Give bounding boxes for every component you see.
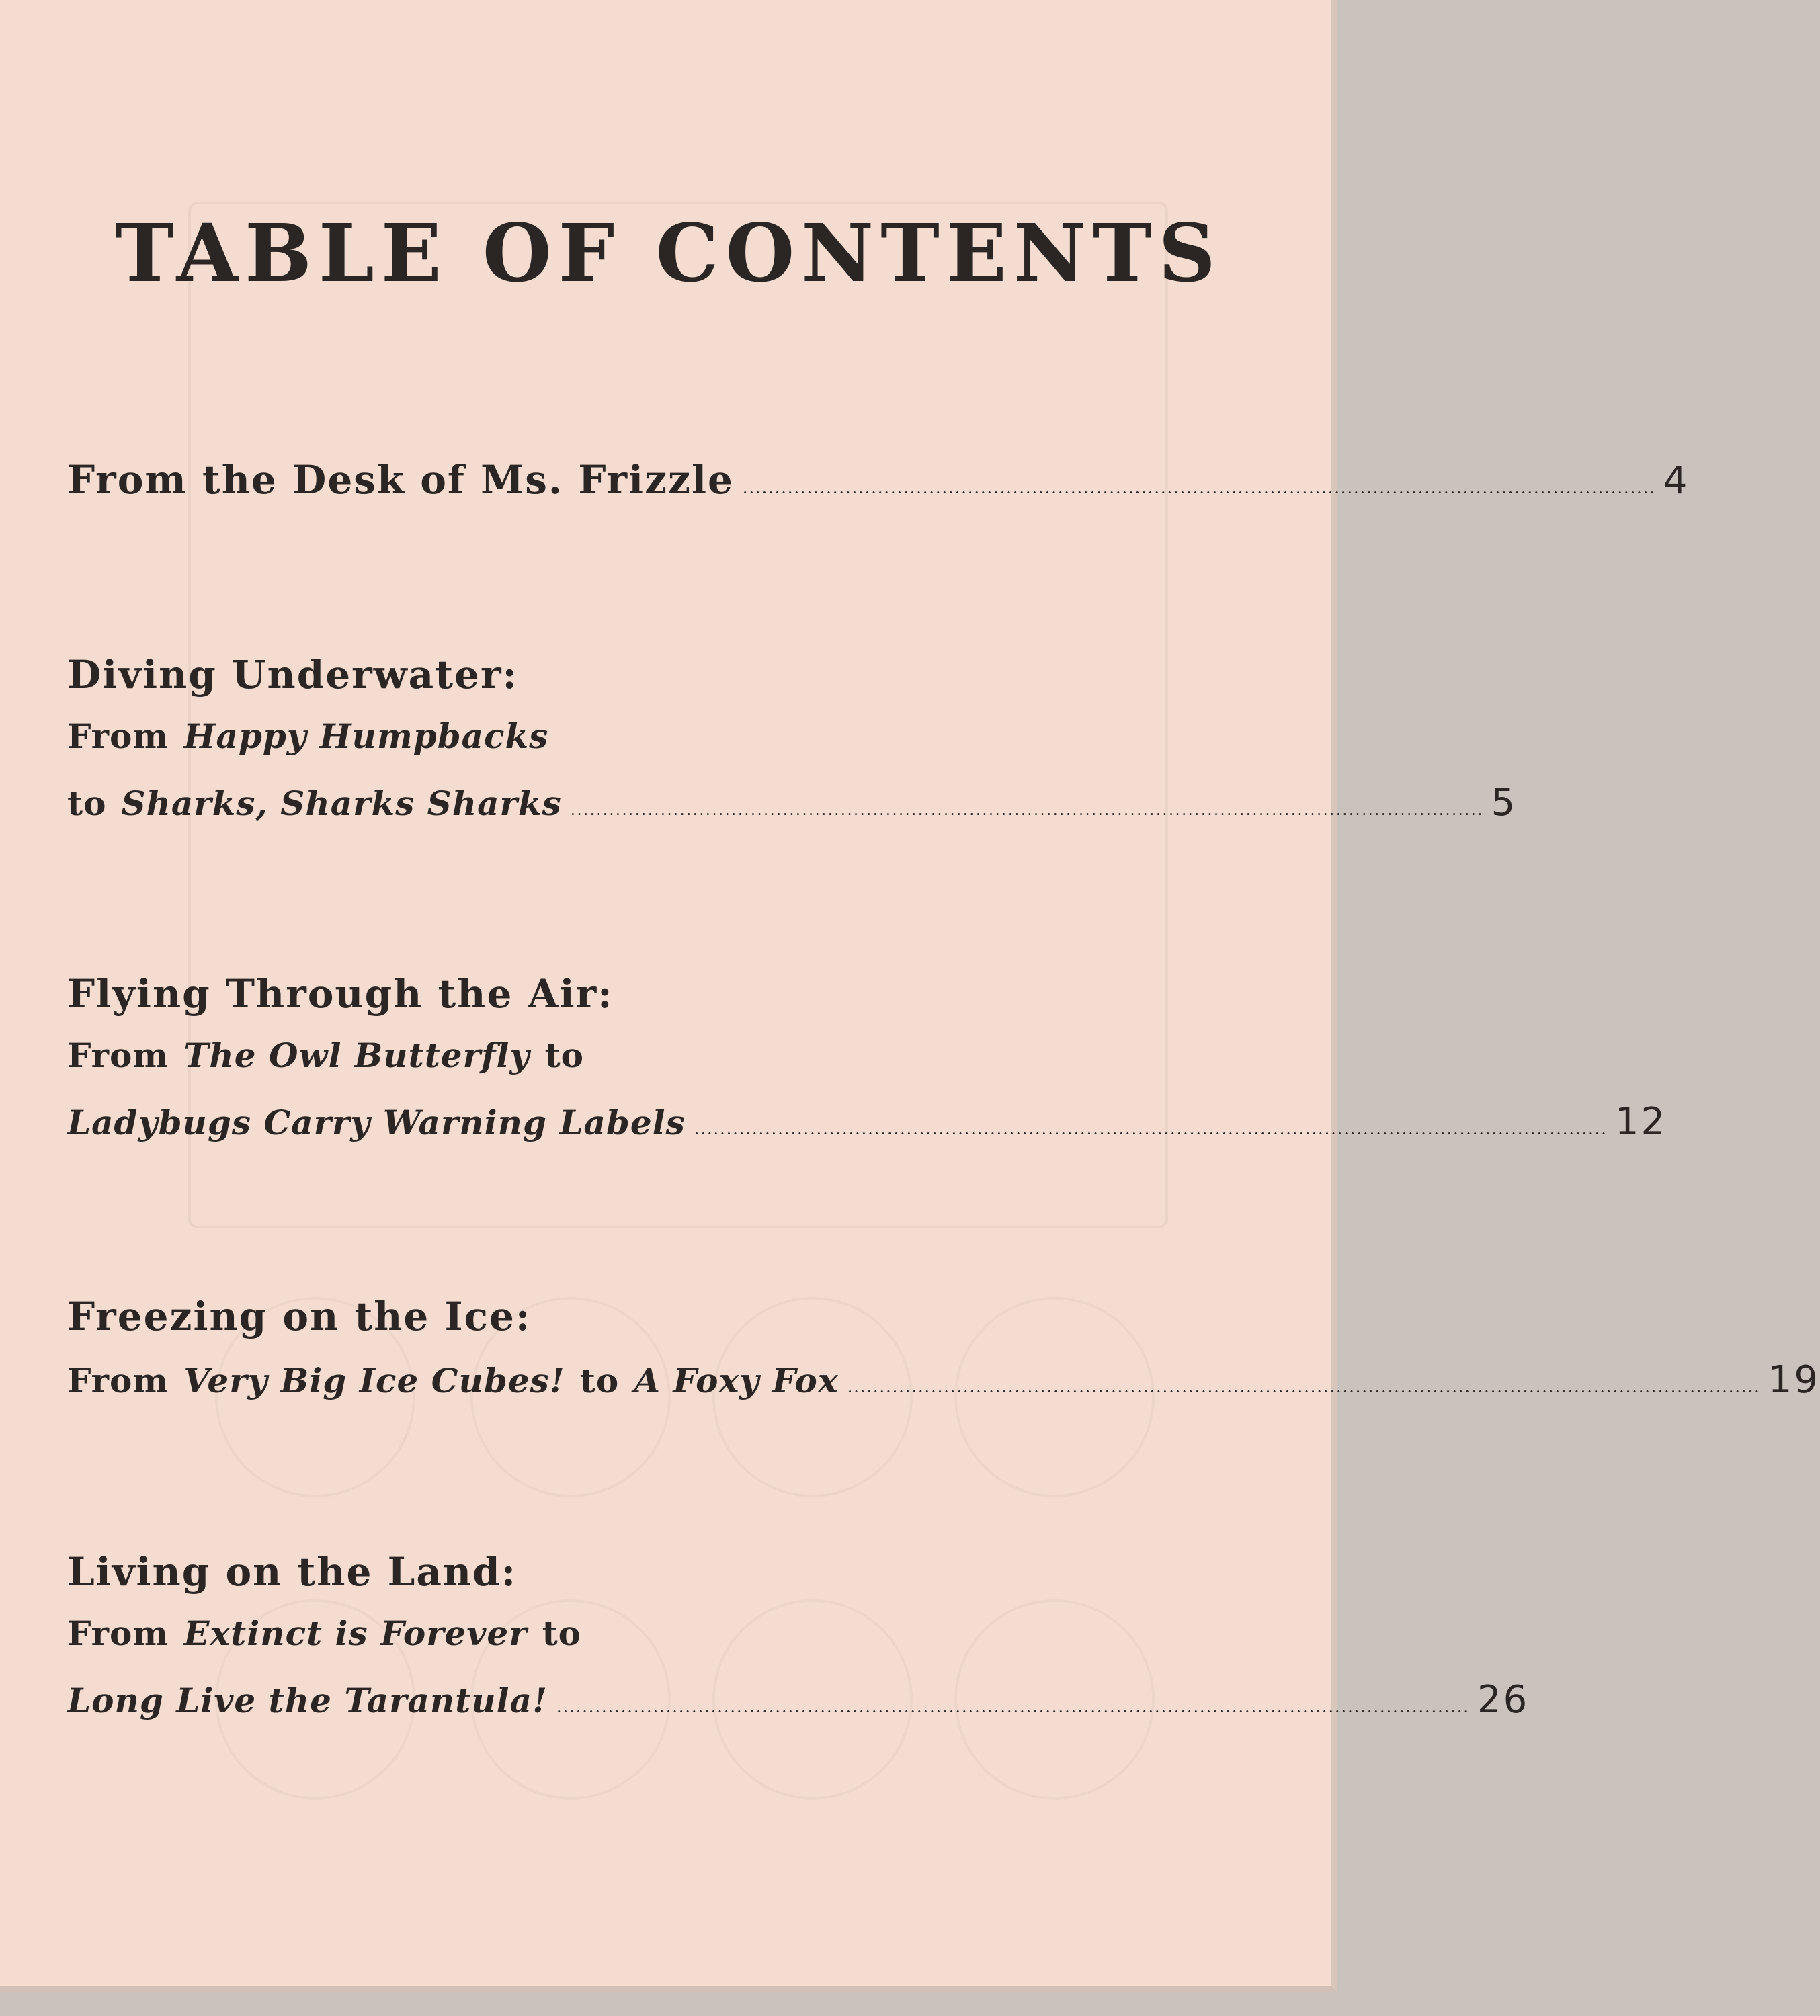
- to-word: to: [544, 1036, 584, 1075]
- toc-line: [67, 652, 1247, 716]
- toc-entry: [67, 652, 1518, 845]
- to-word: to: [542, 1613, 582, 1653]
- toc-line: [67, 1358, 1820, 1423]
- toc-line: [67, 1294, 1247, 1358]
- from-word: From: [67, 716, 169, 756]
- page-number: 5: [1491, 781, 1518, 825]
- toc-line: [67, 1678, 1530, 1742]
- toc-line: [67, 1036, 1247, 1100]
- chapter-title-start: Extinct is Forever: [183, 1613, 528, 1653]
- toc-line: [67, 1100, 1667, 1165]
- section-heading: From the Desk of Ms. Frizzle: [67, 457, 734, 503]
- chapter-title-end: A Foxy Fox: [634, 1361, 839, 1400]
- toc-line: [67, 457, 1690, 521]
- dot-leader: ..............................................................................................................................................: [571, 805, 1485, 818]
- from-word: From: [67, 1613, 169, 1653]
- subtitle-text: [67, 1613, 581, 1653]
- dot-leader: ..............................................................................................................................................: [743, 483, 1657, 496]
- toc-line: [67, 781, 1518, 845]
- page-number: 19: [1768, 1358, 1820, 1402]
- toc-entry: [67, 1549, 1530, 1742]
- to-word: to: [579, 1361, 620, 1400]
- chapter-title-end: Ladybugs Carry Warning Labels: [67, 1103, 686, 1142]
- chapter-title-end: Long Live the Tarantula!: [67, 1681, 548, 1720]
- subtitle-text: [67, 1681, 548, 1720]
- toc-line: [67, 971, 1247, 1036]
- section-heading: Diving Underwater:: [67, 652, 518, 698]
- toc-entry: [67, 457, 1690, 521]
- toc-line: [67, 716, 1247, 781]
- from-word: From: [67, 1036, 169, 1075]
- chapter-title-start: Happy Humpbacks: [183, 716, 549, 756]
- toc-entry: [67, 971, 1667, 1165]
- page-number: 26: [1477, 1678, 1530, 1722]
- to-word: to: [67, 784, 107, 823]
- page-number: 12: [1614, 1100, 1667, 1144]
- page-number: 4: [1663, 459, 1690, 503]
- chapter-title-start: The Owl Butterfly: [183, 1036, 530, 1075]
- subtitle-text: [67, 1361, 839, 1400]
- subtitle-text: [67, 784, 562, 823]
- toc-entry: [67, 1294, 1820, 1423]
- chapter-title-end: Sharks, Sharks Sharks: [121, 784, 562, 823]
- toc-line: [67, 1613, 1247, 1678]
- dot-leader: ..............................................................................................................................................: [557, 1702, 1471, 1715]
- section-heading: Flying Through the Air:: [67, 971, 614, 1017]
- chapter-title-start: Very Big Ice Cubes!: [183, 1361, 565, 1400]
- section-heading: Freezing on the Ice:: [67, 1294, 532, 1339]
- section-heading: Living on the Land:: [67, 1549, 518, 1595]
- subtitle-text: [67, 1103, 686, 1142]
- subtitle-text: [67, 1036, 584, 1075]
- from-word: From: [67, 1361, 169, 1400]
- toc-line: [67, 1549, 1247, 1613]
- dot-leader: ..............................................................................................................................................: [847, 1382, 1762, 1395]
- dot-leader: ..............................................................................................................................................: [694, 1124, 1608, 1137]
- subtitle-text: [67, 716, 548, 756]
- page-title: TABLE OF CONTENTS: [115, 206, 1223, 300]
